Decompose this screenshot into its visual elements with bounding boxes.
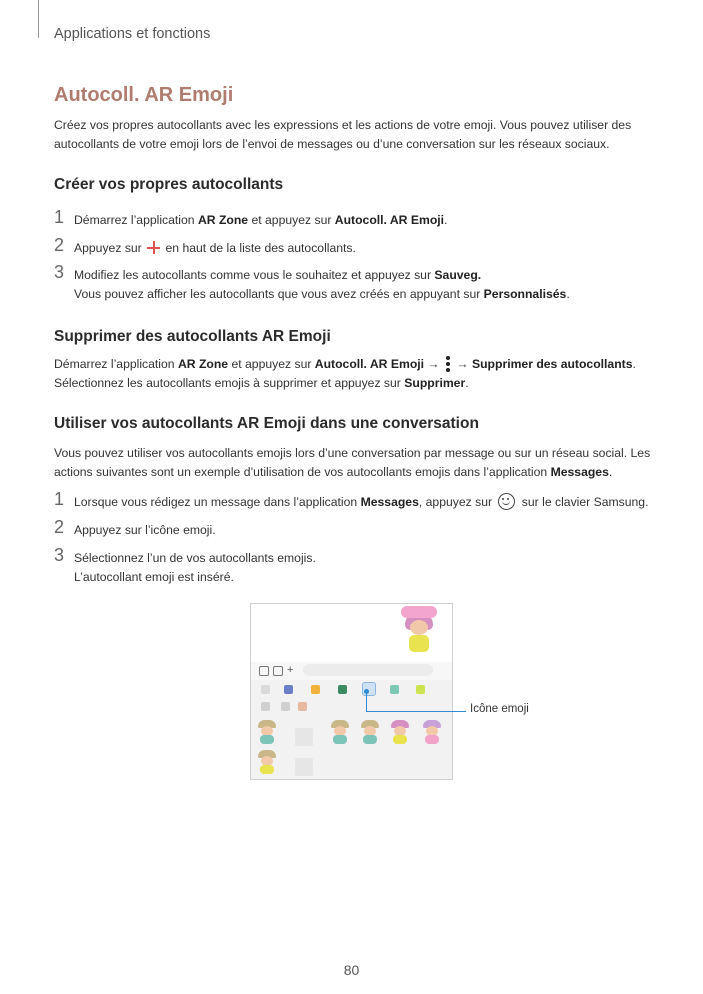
sticker-tray bbox=[251, 680, 452, 779]
add-icon: + bbox=[287, 664, 294, 676]
intro-paragraph: Créez vos propres autocollants avec les expressions et les actions de votre emoji. Vous pouvez utiliser des autocollants de votre emoji lors de l’envoi de messages ou d’une conversation sur les réseaux sociaux. bbox=[54, 118, 632, 151]
gallery-icon bbox=[259, 666, 269, 676]
message-field bbox=[303, 664, 433, 676]
callout-line bbox=[366, 692, 367, 712]
tray-tab-icon bbox=[261, 685, 270, 694]
step-number: 3 bbox=[54, 545, 65, 565]
sticker-pack-icon bbox=[416, 685, 425, 694]
sticker bbox=[359, 720, 381, 744]
gif-tab-icon bbox=[338, 685, 347, 694]
sticker bbox=[421, 720, 443, 744]
step-number: 1 bbox=[54, 489, 65, 509]
add-sticker-tile bbox=[295, 728, 313, 746]
recent-icon bbox=[281, 702, 290, 711]
sticker-tab-icon bbox=[390, 685, 399, 694]
callout-label: Icône emoji bbox=[470, 703, 529, 715]
sticker bbox=[389, 720, 411, 744]
page-number: 80 bbox=[343, 962, 360, 978]
download-tile bbox=[295, 758, 313, 776]
use-paragraph: Vous pouvez utiliser vos autocollants emojis lors d’une conversation par message ou sur un réseau social. Les actions suivantes sont un exemple d’utilisation de vos autocollants emojis dans l’application Messages. bbox=[54, 446, 651, 479]
plus-icon bbox=[147, 241, 160, 254]
sticker bbox=[256, 720, 278, 744]
delete-heading: Supprimer des autocollants AR Emoji bbox=[54, 328, 331, 345]
ar-emoji-icon bbox=[298, 702, 307, 711]
sticker-screenshot bbox=[250, 603, 453, 780]
step-number: 1 bbox=[54, 207, 65, 227]
compose-bar bbox=[257, 663, 446, 677]
sent-sticker bbox=[401, 606, 437, 654]
header-rule bbox=[38, 0, 39, 38]
step-number: 2 bbox=[54, 235, 65, 255]
step-number: 3 bbox=[54, 262, 65, 282]
emoji-tab-icon bbox=[311, 685, 320, 694]
page-title: Autocoll. AR Emoji bbox=[54, 84, 234, 106]
use-heading: Utiliser vos autocollants AR Emoji dans une conversation bbox=[54, 415, 479, 432]
gif-icon bbox=[273, 666, 283, 676]
more-options-icon bbox=[445, 356, 451, 372]
section-header: Applications et fonctions bbox=[54, 26, 211, 42]
create-heading: Créer vos propres autocollants bbox=[54, 176, 284, 193]
callout-line bbox=[366, 711, 466, 712]
search-icon bbox=[261, 702, 270, 711]
conversation-area bbox=[251, 604, 452, 662]
sticker bbox=[256, 750, 278, 774]
home-icon bbox=[284, 685, 293, 694]
step-number: 2 bbox=[54, 517, 65, 537]
emoji-keyboard-icon bbox=[498, 493, 515, 510]
delete-paragraph: Démarrez l’application AR Zone et appuyez sur Autocoll. AR Emoji → → Supprimer des autocollants. Sélectionnez les autocollants emojis à supprimer et appuyez sur Supprimer. bbox=[54, 357, 636, 390]
sticker bbox=[329, 720, 351, 744]
